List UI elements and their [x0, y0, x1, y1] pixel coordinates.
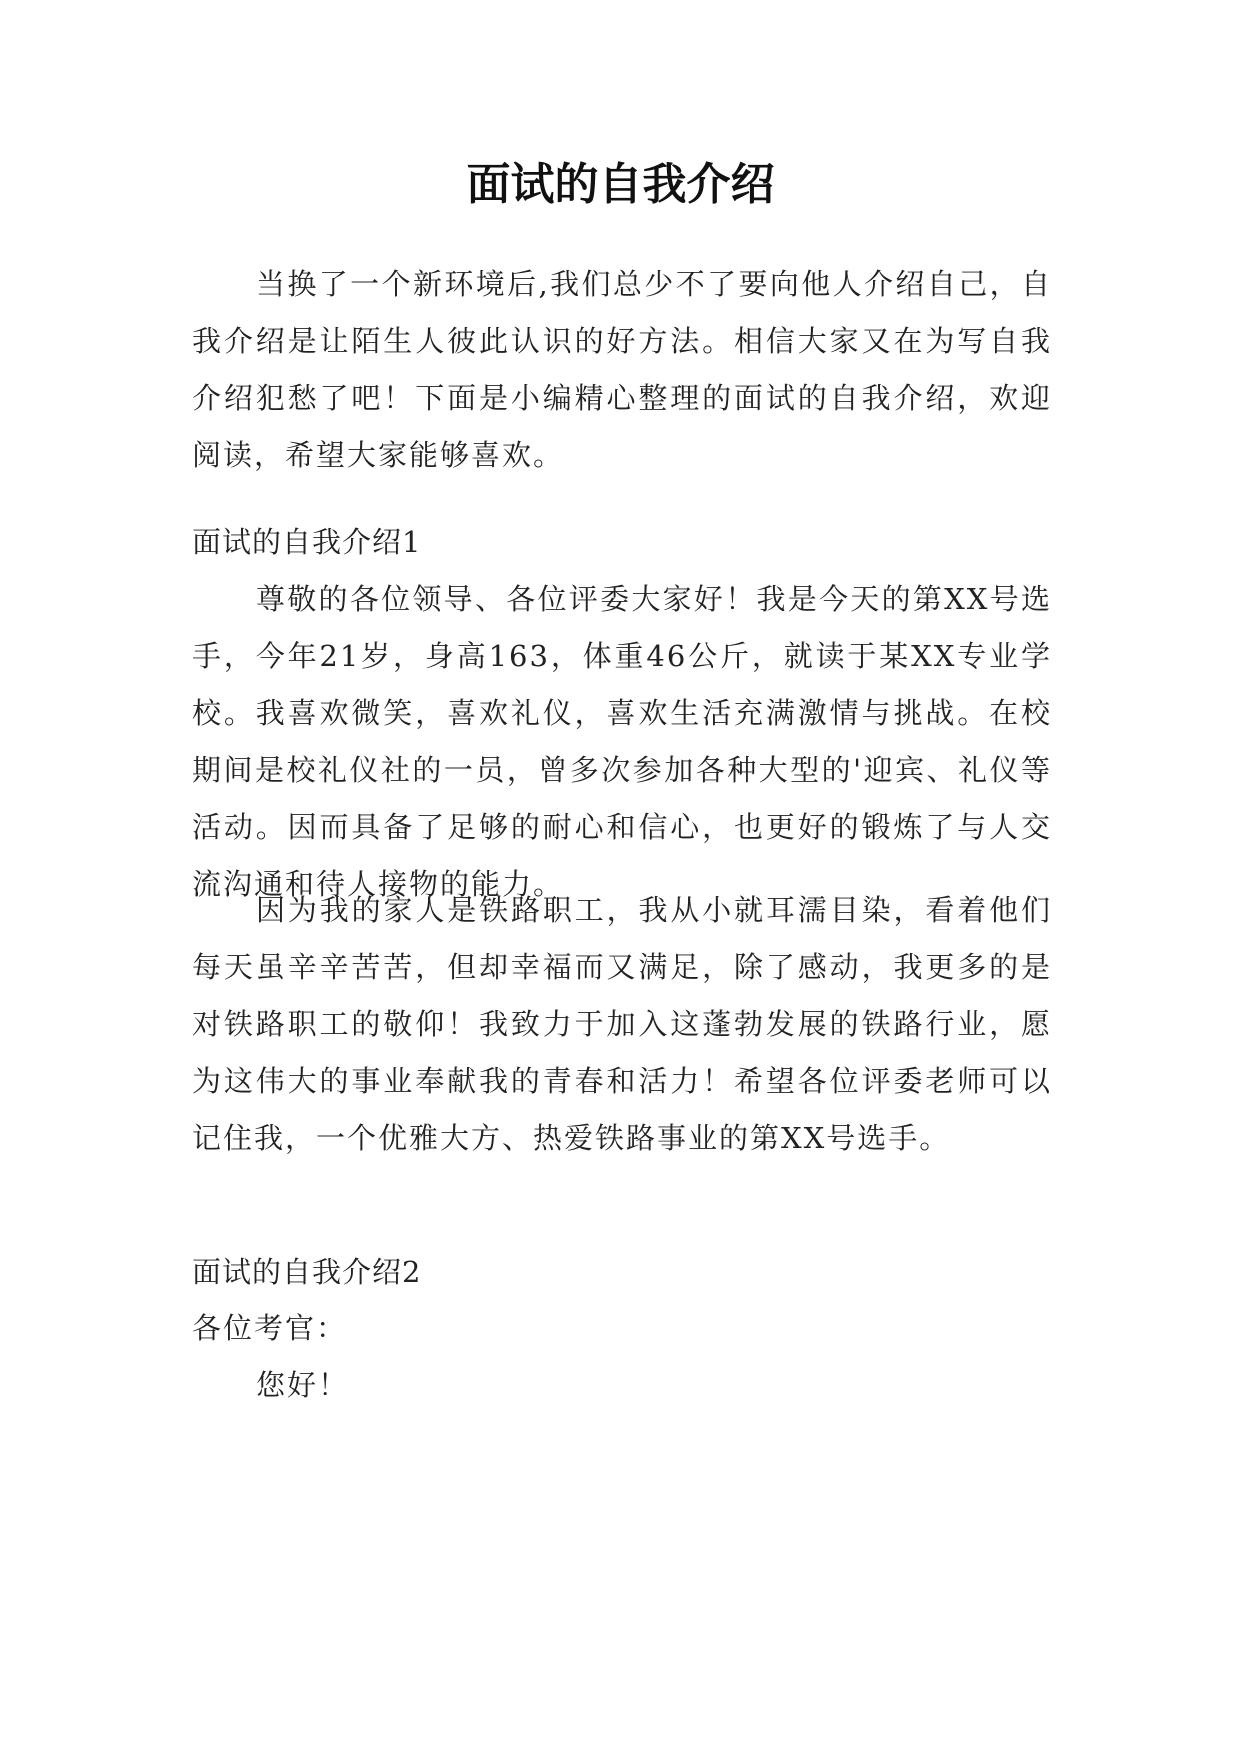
section-heading-1: 面试的自我介绍1	[192, 525, 422, 559]
greeting: 您好！	[256, 1368, 350, 1402]
document-title: 面试的自我介绍	[466, 159, 775, 210]
section-heading-2: 面试的自我介绍2	[192, 1255, 422, 1289]
intro-paragraph: 当换了一个新环境后,我们总少不了要向他人介绍自己，自我介绍是让陌生人彼此认识的好方法。相信大家又在为写自我介绍犯愁了吧！下面是小编精心整理的面试的自我介绍，欢迎阅读，希望大家能够喜欢。	[192, 267, 1052, 472]
salutation: 各位考官：	[192, 1311, 348, 1345]
section1-paragraph-1: 尊敬的各位领导、各位评委大家好！我是今天的第XX号选手，今年21岁，身高163，体重46公斤，就读于某XX专业学校。我喜欢微笑，喜欢礼仪，喜欢生活充满激情与挑战。在校期间是校礼仪社的一员，曾多次参加各种大型的'迎宾、礼仪等活动。因而具备了足够的耐心和信心，也更好的锻炼了与人交流沟通和待人接物的能力。	[192, 582, 1052, 901]
section1-paragraph-2: 因为我的家人是铁路职工，我从小就耳濡目染，看着他们每天虽辛辛苦苦，但却幸福而又满足，除了感动，我更多的是对铁路职工的敬仰！我致力于加入这蓬勃发展的铁路行业，愿为这伟大的事业奉献我的青春和活力！希望各位评委老师可以记住我，一个优雅大方、热爱铁路事业的第XX号选手。	[192, 893, 1052, 1155]
